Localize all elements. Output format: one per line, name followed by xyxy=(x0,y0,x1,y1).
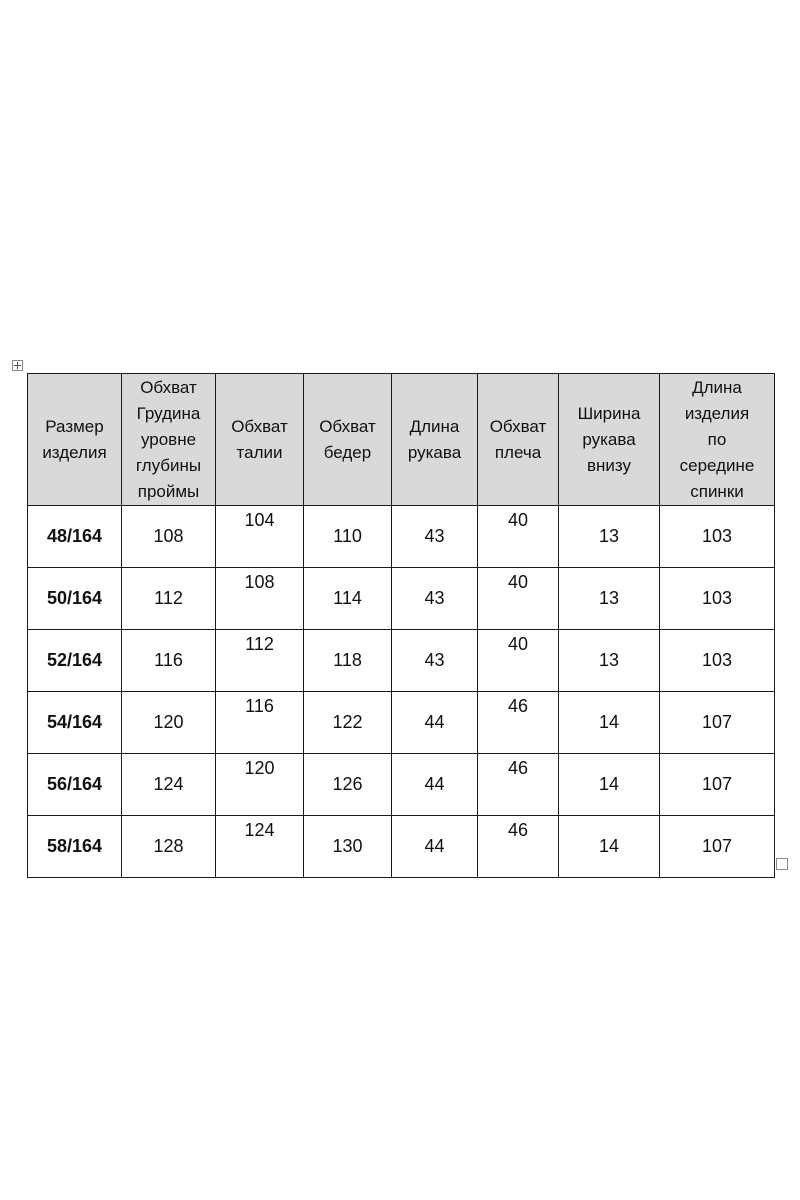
sleeve-width-cell: 13 xyxy=(559,568,660,630)
garment-length-cell: 103 xyxy=(660,630,775,692)
header-sleeve-width: Ширина рукава внизу xyxy=(559,374,660,506)
header-sleeve-length: Длина рукава xyxy=(392,374,478,506)
table-row xyxy=(28,506,775,568)
header-garment-length: Длина изделия по середине спинки xyxy=(660,374,775,506)
table-row xyxy=(28,816,775,878)
sleeve-width-cell: 13 xyxy=(559,506,660,568)
table-row xyxy=(28,568,775,630)
hips-cell: 122 xyxy=(304,692,392,754)
table-resize-icon[interactable] xyxy=(776,858,788,870)
header-chest: Обхват Грудина уровне глубины проймы xyxy=(122,374,216,506)
chest-cell: 108 xyxy=(122,506,216,568)
size-cell: 54/164 xyxy=(28,692,122,754)
garment-length-cell: 103 xyxy=(660,568,775,630)
size-cell: 50/164 xyxy=(28,568,122,630)
shoulder-cell: 46 xyxy=(478,816,559,878)
chest-cell: 120 xyxy=(122,692,216,754)
header-size: Размер изделия xyxy=(28,374,122,506)
sleeve-width-cell: 14 xyxy=(559,692,660,754)
sleeve-length-cell: 43 xyxy=(392,568,478,630)
waist-cell: 104 xyxy=(216,506,304,568)
size-chart-table xyxy=(27,373,775,878)
garment-length-cell: 107 xyxy=(660,816,775,878)
hips-cell: 118 xyxy=(304,630,392,692)
size-cell: 52/164 xyxy=(28,630,122,692)
sleeve-length-cell: 44 xyxy=(392,816,478,878)
chest-cell: 128 xyxy=(122,816,216,878)
sleeve-length-cell: 43 xyxy=(392,630,478,692)
hips-cell: 114 xyxy=(304,568,392,630)
table-row xyxy=(28,692,775,754)
waist-cell: 120 xyxy=(216,754,304,816)
shoulder-cell: 46 xyxy=(478,692,559,754)
size-cell: 48/164 xyxy=(28,506,122,568)
shoulder-cell: 46 xyxy=(478,754,559,816)
header-waist: Обхват талии xyxy=(216,374,304,506)
garment-length-cell: 107 xyxy=(660,754,775,816)
chest-cell: 116 xyxy=(122,630,216,692)
waist-cell: 124 xyxy=(216,816,304,878)
shoulder-cell: 40 xyxy=(478,630,559,692)
waist-cell: 112 xyxy=(216,630,304,692)
sleeve-width-cell: 13 xyxy=(559,630,660,692)
shoulder-cell: 40 xyxy=(478,506,559,568)
size-cell: 58/164 xyxy=(28,816,122,878)
header-hips: Обхват бедер xyxy=(304,374,392,506)
hips-cell: 130 xyxy=(304,816,392,878)
chest-cell: 124 xyxy=(122,754,216,816)
hips-cell: 126 xyxy=(304,754,392,816)
waist-cell: 116 xyxy=(216,692,304,754)
sleeve-length-cell: 43 xyxy=(392,506,478,568)
size-cell: 56/164 xyxy=(28,754,122,816)
table-header-row xyxy=(28,374,775,506)
waist-cell: 108 xyxy=(216,568,304,630)
header-shoulder: Обхват плеча xyxy=(478,374,559,506)
garment-length-cell: 103 xyxy=(660,506,775,568)
table-move-icon[interactable] xyxy=(12,360,23,371)
sleeve-length-cell: 44 xyxy=(392,692,478,754)
sleeve-width-cell: 14 xyxy=(559,816,660,878)
chest-cell: 112 xyxy=(122,568,216,630)
hips-cell: 110 xyxy=(304,506,392,568)
table-row xyxy=(28,630,775,692)
sleeve-width-cell: 14 xyxy=(559,754,660,816)
sleeve-length-cell: 44 xyxy=(392,754,478,816)
table-row xyxy=(28,754,775,816)
shoulder-cell: 40 xyxy=(478,568,559,630)
garment-length-cell: 107 xyxy=(660,692,775,754)
